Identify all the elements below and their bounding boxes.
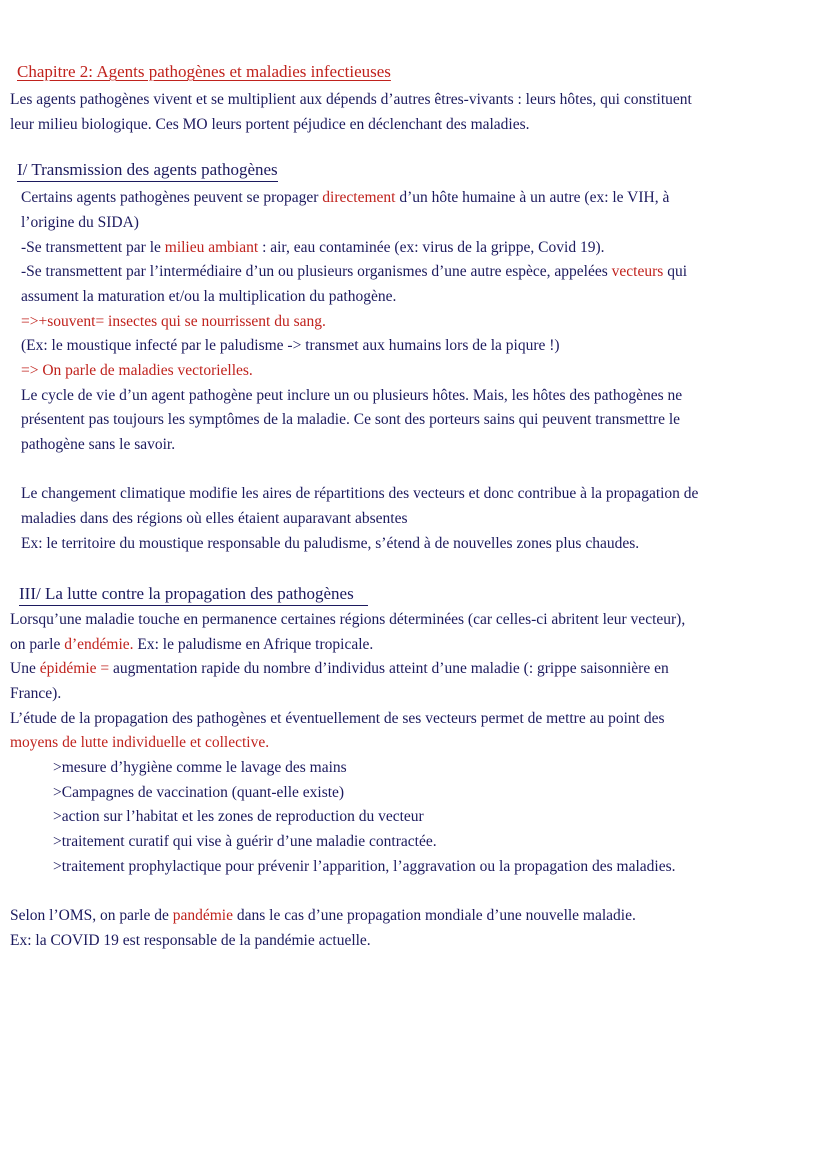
measure-item: >action sur l’habitat et les zones de reproduction du vecteur — [53, 808, 424, 825]
s1-line-14: Ex: le territoire du moustique responsable du paludisme, s’étend à de nouvelles zones plus chaudes. — [21, 535, 640, 552]
s3-line-2: on parle d’endémie. Ex: le paludisme en Afrique tropicale. — [10, 636, 374, 653]
s3-line-8: Ex: la COVID 19 est responsable de la pandémie actuelle. — [10, 932, 371, 949]
s1-line-3: -Se transmettent par le milieu ambiant : air, eau contaminée (ex: virus de la grippe, Covid 19). — [21, 239, 605, 256]
s1-line-8: => On parle de maladies vectorielles. — [21, 362, 253, 379]
s3-line-5: L’étude de la propagation des pathogènes et éventuellement de ses vecteurs permet de mettre au point des — [10, 710, 665, 727]
s1-line-2: l’origine du SIDA) — [21, 214, 139, 231]
keyword-milieu-ambiant: milieu ambiant — [164, 239, 259, 256]
keyword-directement: directement — [322, 189, 396, 206]
s1-line-12: Le changement climatique modifie les aires de répartitions des vecteurs et donc contribue à la propagation de — [21, 485, 699, 502]
keyword-pandemie: pandémie — [172, 907, 233, 924]
s1-line-6: =>+souvent= insectes qui se nourrissent du sang. — [21, 313, 326, 330]
keyword-endemie: d’endémie. — [64, 636, 134, 653]
measure-item: >mesure d’hygiène comme le lavage des mains — [53, 759, 347, 776]
s1-line-11: pathogène sans le savoir. — [21, 436, 176, 453]
s1-line-10: présentent pas toujours les symptômes de la maladie. Ce sont des porteurs sains qui peuvent transmettre le — [21, 411, 681, 428]
s3-line-7: Selon l’OMS, on parle de pandémie dans le cas d’une propagation mondiale d’une nouvelle maladie. — [10, 907, 636, 924]
section-1-heading: I/ Transmission des agents pathogènes — [17, 160, 278, 182]
s1-line-9: Le cycle de vie d’un agent pathogène peut inclure un ou plusieurs hôtes. Mais, les hôtes des pathogènes ne — [21, 387, 683, 404]
keyword-epidemie: épidémie = — [39, 660, 110, 677]
intro-line-2: leur milieu biologique. Ces MO leurs portent péjudice en déclenchant des maladies. — [10, 116, 530, 133]
measure-item: >traitement prophylactique pour prévenir l’apparition, l’aggravation ou la propagation des maladies. — [53, 858, 676, 875]
s1-line-4: -Se transmettent par l’intermédiaire d’un ou plusieurs organismes d’une autre espèce, appelées vecteurs qui — [21, 263, 687, 280]
intro-line-1: Les agents pathogènes vivent et se multiplient aux dépends d’autres êtres-vivants : leurs hôtes, qui constituent — [10, 91, 692, 108]
section-3-heading: III/ La lutte contre la propagation des pathogènes — [19, 584, 368, 606]
measure-item: >traitement curatif qui vise à guérir d’une maladie contractée. — [53, 833, 437, 850]
measure-item: >Campagnes de vaccination (quant-elle existe) — [53, 784, 345, 801]
s3-line-4: France). — [10, 685, 62, 702]
s3-line-6: moyens de lutte individuelle et collective. — [10, 734, 270, 751]
s1-line-1: Certains agents pathogènes peuvent se propager directement d’un hôte humaine à un autre (ex: le VIH, à — [21, 189, 670, 206]
s3-line-1: Lorsqu’une maladie touche en permanence certaines régions déterminées (car celles-ci abritent leur vecteur), — [10, 611, 686, 628]
chapter-title: Chapitre 2: Agents pathogènes et maladies infectieuses — [17, 62, 391, 81]
keyword-vecteurs: vecteurs — [611, 263, 664, 280]
s3-line-3: Une épidémie = augmentation rapide du nombre d’individus atteint d’une maladie (: grippe saisonnière en — [10, 660, 669, 677]
s1-line-5: assument la maturation et/ou la multiplication du pathogène. — [21, 288, 397, 305]
s1-line-13: maladies dans des régions où elles étaient auparavant absentes — [21, 510, 408, 527]
s1-line-7: (Ex: le moustique infecté par le paludisme -> transmet aux humains lors de la piqure !) — [21, 337, 560, 354]
